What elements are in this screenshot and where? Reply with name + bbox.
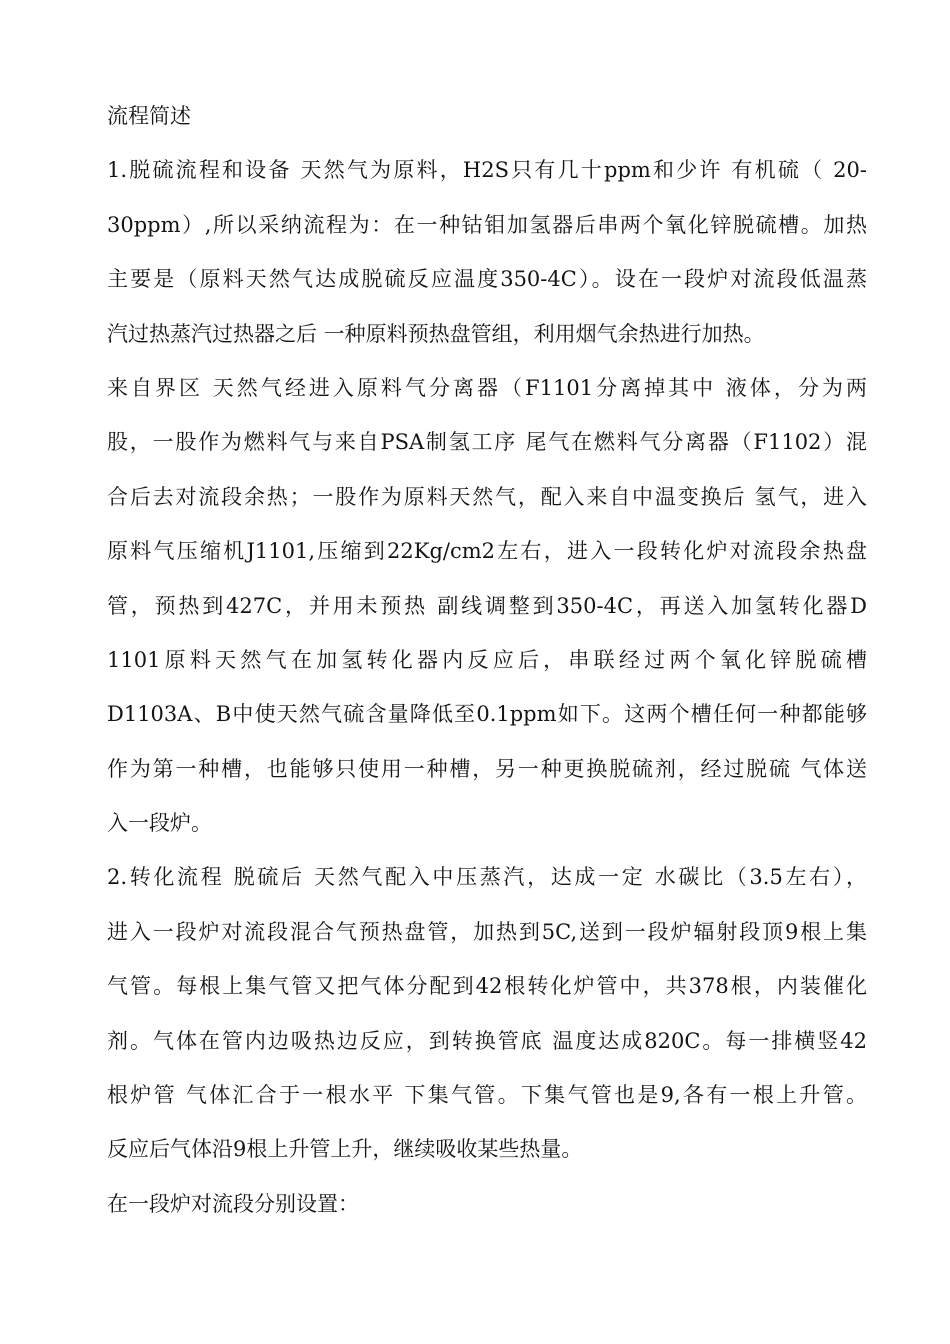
paragraph-line: 气管。每根上集气管又把气体分配到42根转化炉管中，共378根，内装催化 (107, 974, 867, 999)
paragraph-line: 30ppm）,所以采纳流程为：在一种钴钼加氢器后串两个氧化锌脱硫槽。加热 (107, 212, 867, 237)
paragraph-line: 合后去对流段余热；一股作为原料天然气，配入来自中温变换后 氢气，进入 (107, 484, 867, 509)
paragraph-line: 在一段炉对流段分别设置： (107, 1191, 359, 1216)
paragraph-line: 入一段炉。 (107, 811, 212, 836)
paragraph-line: 进入一段炉对流段混合气预热盘管，加热到5C,送到一段炉辐射段顶9根上集 (107, 919, 867, 944)
paragraph-line: 主要是（原料天然气达成脱硫反应温度350-4C）。设在一段炉对流段低温蒸 (107, 267, 867, 292)
paragraph-line: 2.转化流程 脱硫后 天然气配入中压蒸汽，达成一定 水碳比（3.5左右）， (107, 865, 867, 890)
paragraph-line: 管，预热到427C，并用未预热 副线调整到350-4C，再送入加氢转化器D (107, 593, 867, 618)
document-title: 流程简述 (107, 104, 191, 128)
document-page (107, 96, 867, 1238)
paragraph-line: 汽过热蒸汽过热器之后 一种原料预热盘管组，利用烟气余热进行加热。 (107, 321, 765, 346)
paragraph-line: 原料气压缩机J1101,压缩到22Kg/cm2左右，进入一段转化炉对流段余热盘 (107, 539, 867, 564)
paragraph-line: 来自界区 天然气经进入原料气分离器（F1101分离掉其中 液体，分为两 (107, 375, 867, 400)
paragraph-line: 1.脱硫流程和设备 天然气为原料，H2S只有几十ppm和少许 有机硫（ 20- (107, 158, 867, 183)
paragraph-line: 根炉管 气体汇合于一根水平 下集气管。下集气管也是9,各有一根上升管。 (107, 1083, 867, 1108)
paragraph-line: 剂。气体在管内边吸热边反应，到转换管底 温度达成820C。每一排横竖42 (107, 1028, 867, 1053)
paragraph-line: D1103A、B中使天然气硫含量降低至0.1ppm如下。这两个槽任何一种都能够 (107, 702, 867, 727)
paragraph-line: 反应后气体沿9根上升管上升，继续吸收某些热量。 (107, 1137, 583, 1162)
paragraph-line: 股，一股作为燃料气与来自PSA制氢工序 尾气在燃料气分离器（F1102）混 (107, 430, 867, 455)
paragraph-line: 作为第一种槽，也能够只使用一种槽，另一种更换脱硫剂，经过脱硫 气体送 (107, 756, 867, 781)
paragraph-line: 1101原料天然气在加氢转化器内反应后，串联经过两个氧化锌脱硫槽 (107, 647, 867, 672)
